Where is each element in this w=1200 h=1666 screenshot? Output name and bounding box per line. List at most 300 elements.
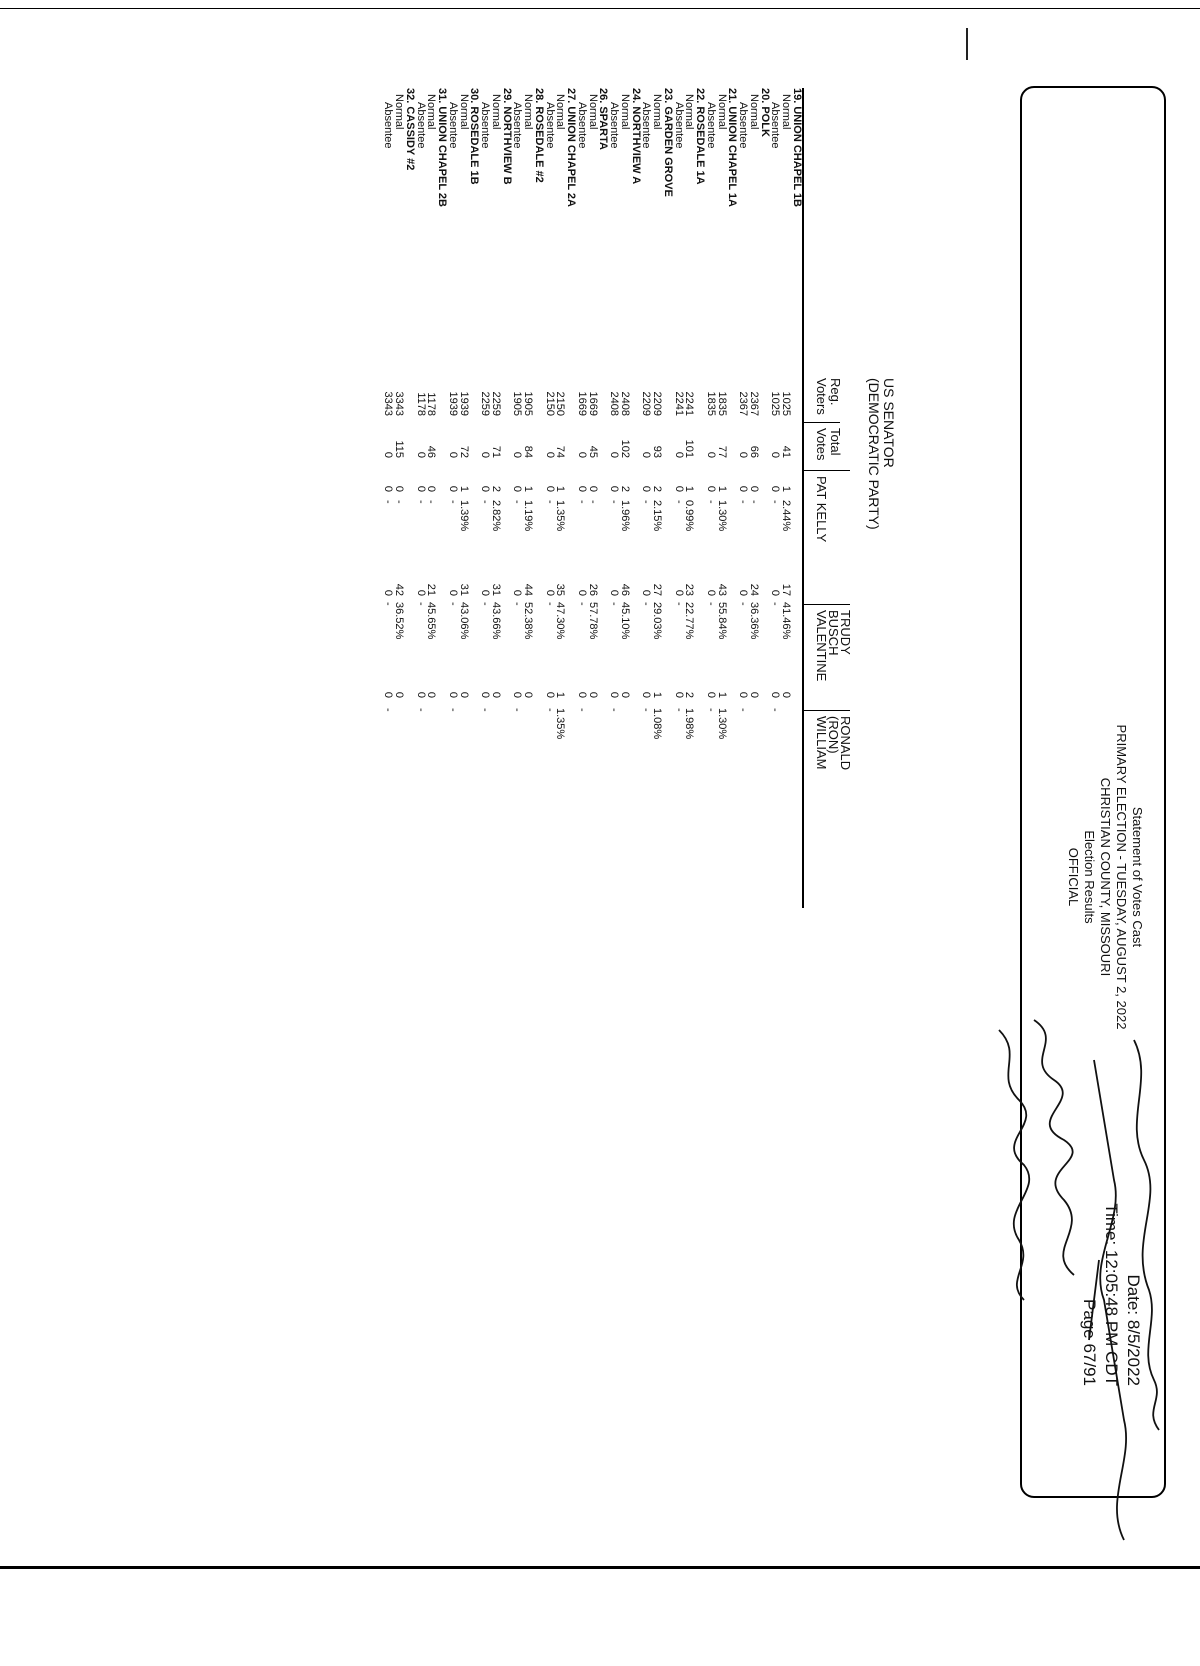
william-votes-cell: 0: [414, 691, 427, 698]
col-reg-voters-1: Reg.: [828, 378, 843, 406]
kelly-votes-cell: 0: [748, 485, 760, 492]
table-row: [555, 88, 566, 908]
precinct-row: [566, 88, 577, 908]
william-pct-cell: -: [479, 708, 492, 712]
col-divider: [804, 422, 840, 423]
kelly-votes-cell: 0: [382, 485, 395, 492]
reg-voters-cell: 1835: [705, 391, 717, 416]
valentine-pct-cell: -: [705, 602, 717, 606]
signature-area: [984, 1000, 1184, 1560]
vote-type: Absentee: [479, 102, 492, 149]
william-pct-cell: -: [672, 708, 685, 712]
table-row: [770, 88, 781, 908]
valentine-pct-cell: 22.77%: [683, 602, 696, 640]
valentine-pct-cell: 45.65%: [425, 602, 438, 640]
precinct-row: [501, 88, 512, 908]
total-votes-cell: 72: [457, 445, 470, 458]
table-row: [587, 88, 598, 908]
total-votes-cell: 102: [619, 439, 631, 458]
kelly-votes-cell: 2: [651, 485, 664, 492]
page-number: Page 67/91: [1080, 1299, 1099, 1386]
vote-type: Normal: [554, 94, 567, 130]
precinct-name: 32. CASSIDY #2: [404, 88, 416, 171]
valentine-pct-cell: 57.78%: [586, 602, 599, 640]
valentine-votes-cell: 43: [715, 583, 728, 596]
valentine-pct-cell: 36.52%: [393, 602, 406, 640]
kelly-pct-cell: -: [425, 500, 438, 504]
william-pct-cell: -: [414, 708, 427, 712]
valentine-pct-cell: -: [543, 602, 556, 606]
kelly-pct-cell: 2.15%: [651, 500, 664, 532]
valentine-pct-cell: -: [479, 602, 492, 606]
william-votes-cell: 0: [576, 691, 588, 698]
vote-type: Absentee: [543, 102, 556, 149]
table-row: [641, 88, 652, 908]
table-row: [394, 88, 405, 908]
valentine-pct-cell: 43.66%: [490, 602, 502, 640]
total-votes-cell: 0: [479, 451, 492, 458]
reg-voters-cell: 1939: [457, 391, 470, 416]
kelly-pct-cell: 0.99%: [683, 500, 696, 532]
kelly-pct-cell: 2.82%: [490, 500, 502, 532]
total-votes-cell: 0: [414, 451, 427, 458]
handwritten-signature-3: [1134, 1040, 1159, 1430]
william-votes-cell: 0: [490, 691, 502, 698]
reg-voters-cell: 1669: [586, 391, 599, 416]
valentine-pct-cell: -: [447, 602, 459, 606]
william-votes-cell: 0: [672, 691, 685, 698]
valentine-votes-cell: 23: [683, 583, 696, 596]
kelly-pct-cell: 1.19%: [522, 500, 535, 532]
kelly-pct-cell: -: [748, 500, 760, 504]
reg-voters-cell: 2367: [737, 391, 750, 416]
table-row: [523, 88, 534, 908]
precinct-name: 24. NORTHVIEW A: [629, 88, 642, 185]
table-row: [652, 88, 663, 908]
total-votes-cell: 0: [447, 451, 459, 458]
vote-type: Normal: [586, 94, 599, 130]
valentine-votes-cell: 0: [479, 589, 492, 596]
table-row: [684, 88, 695, 908]
reg-voters-cell: 1025: [780, 391, 793, 416]
vote-type: Normal: [425, 94, 438, 130]
reg-voters-cell: 2408: [619, 391, 631, 416]
table-row: [447, 88, 458, 908]
total-votes-cell: 0: [769, 451, 782, 458]
col-reg-voters-2: Voters: [814, 378, 829, 415]
william-votes-cell: 0: [457, 691, 470, 698]
col-pat-kelly: PAT KELLY: [814, 476, 829, 543]
kelly-votes-cell: 0: [608, 485, 621, 492]
total-votes-cell: 77: [715, 445, 728, 458]
precinct-row: [598, 88, 609, 908]
valentine-votes-cell: 35: [554, 583, 567, 596]
william-votes-cell: 0: [608, 691, 621, 698]
valentine-votes-cell: 0: [382, 589, 395, 596]
william-votes-cell: 0: [447, 691, 459, 698]
kelly-votes-cell: 2: [490, 485, 502, 492]
william-pct-cell: -: [382, 708, 395, 712]
vote-type: Normal: [651, 94, 664, 130]
kelly-pct-cell: -: [382, 500, 395, 504]
precinct-name: 31. UNION CHAPEL 2B: [436, 88, 449, 207]
total-votes-cell: 74: [554, 445, 567, 458]
william-votes-cell: 0: [769, 691, 782, 698]
vote-type: Normal: [715, 94, 728, 130]
col-total-votes-1: Total: [828, 428, 843, 456]
kelly-votes-cell: 0: [769, 485, 782, 492]
william-votes-cell: 0: [522, 691, 535, 698]
william-votes-cell: 1: [715, 691, 728, 698]
vote-type: Absentee: [769, 102, 782, 149]
vote-type: Normal: [619, 94, 631, 130]
valentine-votes-cell: 0: [511, 589, 524, 596]
valentine-pct-cell: -: [576, 602, 588, 606]
valentine-pct-cell: -: [769, 602, 782, 606]
vote-type: Absentee: [737, 102, 750, 149]
reg-voters-cell: 1905: [522, 391, 535, 416]
valentine-votes-cell: 0: [640, 589, 653, 596]
report-time: Time: 12:05:48 PM CDT: [1102, 1203, 1121, 1386]
william-votes-cell: 0: [780, 691, 793, 698]
kelly-votes-cell: 0: [672, 485, 685, 492]
handwritten-signature-1: [1034, 1020, 1074, 1275]
valentine-pct-cell: 29.03%: [651, 602, 664, 640]
kelly-pct-cell: -: [640, 500, 653, 504]
vote-type: Absentee: [672, 102, 685, 149]
total-votes-cell: 115: [393, 440, 406, 458]
table-row: [544, 88, 555, 908]
reg-voters-cell: 2241: [683, 391, 696, 416]
vote-type: Normal: [490, 94, 502, 130]
total-votes-cell: 0: [705, 451, 717, 458]
col-william-3: WILLIAM: [814, 716, 829, 770]
vote-type: Normal: [683, 94, 696, 130]
reg-voters-cell: 3343: [382, 391, 395, 416]
election-name: PRIMARY ELECTION - TUESDAY, AUGUST 2, 2022: [1114, 724, 1129, 1030]
kelly-votes-cell: 0: [737, 485, 750, 492]
reg-voters-cell: 1669: [576, 391, 588, 416]
kelly-votes-cell: 1: [780, 485, 793, 492]
vote-type: Normal: [457, 94, 470, 130]
william-pct-cell: 1.30%: [715, 708, 728, 740]
kelly-votes-cell: 1: [683, 485, 696, 492]
reg-voters-cell: 1178: [414, 392, 427, 416]
valentine-pct-cell: 52.38%: [522, 602, 535, 640]
kelly-votes-cell: 2: [619, 485, 631, 492]
william-votes-cell: 0: [393, 691, 406, 698]
total-votes-cell: 84: [522, 445, 535, 458]
contest-party: (DEMOCRATIC PARTY): [866, 378, 882, 530]
vote-type: Absentee: [382, 102, 395, 149]
valentine-pct-cell: 47.30%: [554, 602, 567, 640]
william-pct-cell: -: [608, 708, 621, 712]
reg-voters-cell: 1835: [715, 391, 728, 416]
precinct-name: 27. UNION CHAPEL 2A: [565, 88, 578, 207]
column-header: [802, 88, 900, 908]
total-votes-cell: 101: [683, 439, 696, 458]
william-votes-cell: 0: [640, 691, 653, 698]
kelly-pct-cell: -: [393, 500, 406, 504]
valentine-votes-cell: 0: [705, 589, 717, 596]
valentine-votes-cell: 0: [737, 589, 750, 596]
precinct-name: 23. GARDEN GROVE: [662, 88, 674, 197]
total-votes-cell: 66: [748, 445, 760, 458]
valentine-pct-cell: 43.06%: [457, 602, 470, 640]
reg-voters-cell: 3343: [393, 391, 406, 416]
william-votes-cell: 1: [554, 691, 567, 698]
precinct-name: 28. ROSEDALE #2: [533, 88, 545, 183]
kelly-votes-cell: 1: [715, 485, 728, 492]
total-votes-cell: 45: [586, 445, 599, 458]
reg-voters-cell: 2209: [651, 391, 664, 416]
col-william-1: RONALD: [838, 716, 853, 771]
total-votes-cell: 0: [737, 451, 750, 458]
valentine-votes-cell: 31: [457, 583, 470, 596]
precinct-row: [759, 88, 770, 908]
table-row: [705, 88, 716, 908]
valentine-votes-cell: 44: [522, 583, 535, 596]
valentine-votes-cell: 42: [393, 583, 406, 596]
kelly-votes-cell: 0: [511, 485, 524, 492]
valentine-votes-cell: 17: [780, 583, 793, 596]
kelly-votes-cell: 0: [414, 485, 427, 492]
vote-type: Absentee: [705, 102, 717, 149]
precinct-row: [469, 88, 480, 908]
valentine-votes-cell: 31: [490, 583, 502, 596]
precinct-row: [695, 88, 706, 908]
kelly-votes-cell: 0: [543, 485, 556, 492]
table-row: [609, 88, 620, 908]
table-row: [458, 88, 469, 908]
col-william-2: (RON): [826, 716, 841, 754]
william-pct-cell: 1.98%: [683, 708, 696, 740]
vote-type: Absentee: [608, 102, 621, 149]
william-pct-cell: -: [447, 708, 459, 712]
table-row: [716, 88, 727, 908]
handwritten-signature-2: [999, 1030, 1029, 1300]
vote-type: Normal: [522, 94, 535, 130]
william-pct-cell: 1.08%: [651, 708, 664, 740]
kelly-pct-cell: -: [586, 500, 599, 504]
valentine-pct-cell: 36.36%: [748, 602, 760, 640]
kelly-votes-cell: 1: [522, 485, 535, 492]
table-row: [415, 88, 426, 908]
handwritten-signature-4: [1089, 1060, 1126, 1540]
valentine-votes-cell: 0: [672, 589, 685, 596]
table-row: [738, 88, 749, 908]
table-row: [619, 88, 630, 908]
kelly-votes-cell: 0: [479, 485, 492, 492]
total-votes-cell: 0: [608, 451, 621, 458]
william-votes-cell: 0: [748, 691, 760, 698]
kelly-votes-cell: 0: [393, 485, 406, 492]
col-divider: [804, 470, 850, 471]
table-row: [576, 88, 587, 908]
kelly-pct-cell: -: [608, 500, 621, 504]
william-votes-cell: 0: [543, 691, 556, 698]
william-votes-cell: 0: [479, 691, 492, 698]
kelly-pct-cell: -: [479, 500, 492, 504]
col-valentine-1: TRUDY: [838, 610, 853, 655]
william-votes-cell: 0: [382, 691, 395, 698]
table-row: [490, 88, 501, 908]
precinct-name: 20. POLK: [758, 88, 771, 137]
kelly-pct-cell: -: [705, 500, 717, 504]
valentine-votes-cell: 21: [425, 583, 438, 596]
precinct-row: [437, 88, 448, 908]
william-votes-cell: 0: [705, 691, 717, 698]
table-row: [383, 88, 394, 908]
precinct-row: [727, 88, 738, 908]
valentine-votes-cell: 26: [586, 583, 599, 596]
kelly-votes-cell: 0: [425, 485, 438, 492]
william-votes-cell: 0: [619, 691, 631, 698]
william-pct-cell: -: [705, 708, 717, 712]
precinct-name: 21. UNION CHAPEL 1A: [726, 88, 739, 207]
reg-voters-cell: 1905: [511, 391, 524, 416]
precinct-name: 30. ROSEDALE 1B: [468, 88, 481, 185]
total-votes-cell: 0: [511, 451, 524, 458]
total-votes-cell: 0: [672, 451, 685, 458]
kelly-pct-cell: 2.44%: [780, 500, 793, 532]
reg-voters-cell: 1939: [447, 391, 459, 416]
vote-type: Normal: [780, 94, 793, 130]
table-row: [426, 88, 437, 908]
valentine-pct-cell: -: [672, 602, 685, 606]
kelly-votes-cell: 1: [554, 485, 567, 492]
william-votes-cell: 1: [651, 691, 664, 698]
reg-voters-cell: 2367: [748, 391, 760, 416]
william-pct-cell: -: [640, 708, 653, 712]
reg-voters-cell: 2150: [554, 391, 567, 416]
kelly-pct-cell: -: [511, 500, 524, 504]
valentine-pct-cell: 55.84%: [715, 602, 728, 640]
col-divider: [804, 710, 850, 711]
county-name: CHRISTIAN COUNTY, MISSOURI: [1098, 777, 1113, 977]
kelly-pct-cell: 1.30%: [715, 500, 728, 532]
kelly-votes-cell: 0: [586, 485, 599, 492]
vote-type: Absentee: [576, 102, 588, 149]
precinct-name: 26. SPARTA: [597, 88, 610, 150]
total-votes-cell: 0: [382, 451, 395, 458]
precinct-name: 22. ROSEDALE 1A: [694, 88, 707, 185]
vote-type: Normal: [748, 94, 760, 130]
kelly-pct-cell: 1.39%: [457, 500, 470, 532]
precinct-name: 29. NORTHVIEW B: [500, 88, 513, 185]
total-votes-cell: 71: [490, 445, 502, 458]
william-votes-cell: 0: [586, 691, 599, 698]
valentine-votes-cell: 27: [651, 583, 664, 596]
col-valentine-3: VALENTINE: [814, 610, 829, 682]
valentine-pct-cell: 45.10%: [619, 602, 631, 640]
valentine-votes-cell: 0: [414, 589, 427, 596]
table-row: [781, 88, 792, 908]
valentine-pct-cell: -: [414, 602, 427, 606]
report-date: Date: 8/5/2022: [1124, 1274, 1143, 1386]
reg-voters-cell: 2150: [543, 391, 556, 416]
valentine-pct-cell: -: [608, 602, 621, 606]
william-pct-cell: -: [737, 708, 750, 712]
contest-title: US SENATOR: [881, 378, 897, 468]
reg-voters-cell: 2408: [608, 391, 621, 416]
vote-type: Absentee: [511, 102, 524, 149]
total-votes-cell: 46: [425, 445, 438, 458]
votes-table: [383, 88, 900, 908]
kelly-pct-cell: -: [672, 500, 685, 504]
vote-type: Absentee: [414, 102, 427, 149]
kelly-pct-cell: -: [414, 500, 427, 504]
vote-type: Absentee: [447, 102, 459, 149]
kelly-pct-cell: 1.96%: [619, 500, 631, 532]
vote-type: Absentee: [640, 102, 653, 149]
table-row: [673, 88, 684, 908]
total-votes-cell: 0: [576, 451, 588, 458]
reg-voters-cell: 2241: [672, 391, 685, 416]
reg-voters-cell: 1025: [769, 391, 782, 416]
kelly-pct-cell: -: [543, 500, 556, 504]
valentine-pct-cell: -: [737, 602, 750, 606]
william-pct-cell: -: [576, 708, 588, 712]
william-pct-cell: -: [543, 708, 556, 712]
results-label: Election Results: [1082, 830, 1097, 924]
kelly-pct-cell: -: [737, 500, 750, 504]
total-votes-cell: 0: [640, 451, 653, 458]
total-votes-cell: 41: [780, 445, 793, 458]
william-pct-cell: -: [769, 708, 782, 712]
reg-voters-cell: 2259: [479, 391, 492, 416]
report-title: Statement of Votes Cast: [1130, 806, 1145, 948]
william-pct-cell: 1.35%: [554, 708, 567, 740]
kelly-pct-cell: -: [576, 500, 588, 504]
precinct-row: [791, 88, 802, 908]
valentine-votes-cell: 0: [769, 589, 782, 596]
kelly-votes-cell: 0: [705, 485, 717, 492]
kelly-pct-cell: -: [769, 500, 782, 504]
william-pct-cell: -: [511, 708, 524, 712]
william-votes-cell: 2: [683, 691, 696, 698]
kelly-votes-cell: 0: [640, 485, 653, 492]
precinct-row: [404, 88, 415, 908]
valentine-votes-cell: 0: [608, 589, 621, 596]
kelly-votes-cell: 0: [576, 485, 588, 492]
valentine-votes-cell: 24: [748, 583, 760, 596]
william-votes-cell: 0: [737, 691, 750, 698]
william-votes-cell: 0: [511, 691, 524, 698]
table-row: [748, 88, 759, 908]
valentine-pct-cell: -: [640, 602, 653, 606]
valentine-votes-cell: 0: [447, 589, 459, 596]
vote-type: Normal: [393, 94, 406, 130]
valentine-pct-cell: -: [511, 602, 524, 606]
william-votes-cell: 0: [425, 691, 438, 698]
valentine-votes-cell: 0: [576, 589, 588, 596]
valentine-pct-cell: -: [382, 602, 395, 606]
kelly-votes-cell: 0: [447, 485, 459, 492]
reg-voters-cell: 2209: [640, 391, 653, 416]
precinct-row: [662, 88, 673, 908]
precinct-row: [533, 88, 544, 908]
col-valentine-2: BUSCH: [826, 610, 841, 656]
kelly-pct-cell: 1.35%: [554, 500, 567, 532]
valentine-votes-cell: 0: [543, 589, 556, 596]
kelly-pct-cell: -: [447, 500, 459, 504]
kelly-votes-cell: 1: [457, 485, 470, 492]
total-votes-cell: 93: [651, 445, 664, 458]
col-divider: [804, 604, 850, 605]
reg-voters-cell: 1178: [425, 392, 438, 416]
valentine-pct-cell: 41.46%: [780, 602, 793, 640]
